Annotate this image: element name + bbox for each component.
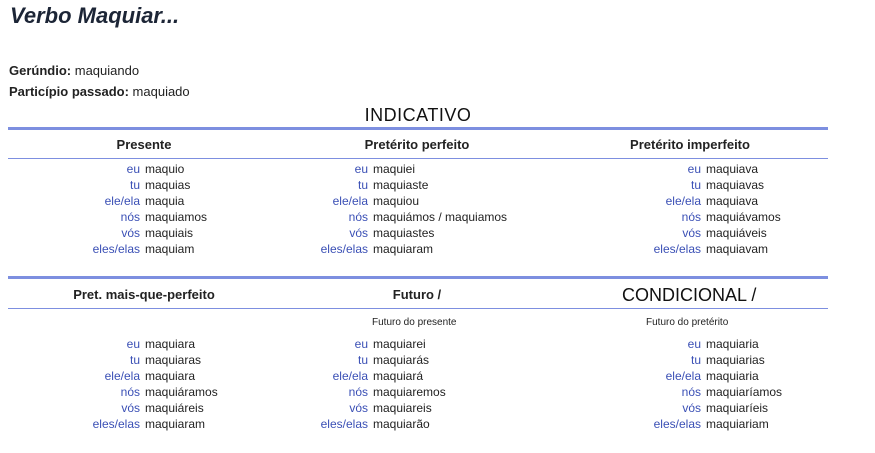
conjugation-row: [60, 161, 207, 177]
pronoun-label: vós: [682, 401, 701, 415]
pronoun-label: vós: [121, 401, 140, 415]
verb-form: maquiavam: [706, 242, 769, 256]
pronoun-label: eles/elas: [320, 242, 368, 256]
verb-form: maquiamos: [145, 210, 208, 224]
conjugation-row: [288, 352, 446, 368]
verb-form: maquiam: [145, 242, 195, 256]
condicional-table: [621, 336, 782, 432]
verb-form: maquiarias: [706, 353, 765, 367]
presente-table: [60, 161, 207, 257]
pronoun-label: eu: [354, 162, 368, 176]
conjugation-row: [60, 225, 207, 241]
pronoun-label: ele/ela: [332, 369, 368, 383]
conjugation-row: [621, 241, 781, 257]
verb-form: maquiastes: [373, 226, 435, 240]
verb-form: maquiavas: [706, 178, 765, 192]
verb-form: maquiaram: [145, 417, 206, 431]
verb-form: maquiaras: [145, 353, 202, 367]
pronoun-label: vós: [349, 401, 368, 415]
pronoun-label: nós: [120, 385, 140, 399]
conjugation-row: [288, 384, 446, 400]
conjugation-row: [60, 336, 218, 352]
mais-que-perfeito-heading: Pret. mais-que-perfeito: [73, 287, 215, 302]
page-title: Verbo Maquiar...: [10, 3, 180, 28]
pronoun-label: ele/ela: [104, 369, 140, 383]
pronoun-label: nós: [681, 210, 701, 224]
futuro-table: [288, 336, 446, 432]
verb-form: maquiará: [373, 369, 424, 383]
pronoun-label: tu: [690, 178, 701, 192]
pronoun-label: eu: [126, 337, 140, 351]
conjugation-row: [288, 368, 446, 384]
conjugation-row: [621, 336, 782, 352]
conjugation-row: [60, 400, 218, 416]
verb-form: maquiaste: [373, 178, 429, 192]
participio-value: maquiado: [132, 84, 190, 99]
conjugation-row: [288, 400, 446, 416]
conjugation-row: [621, 384, 782, 400]
verb-form: maquiarei: [373, 337, 426, 351]
conjugation-row: [288, 209, 507, 225]
preterito-perfeito-heading: Pretérito perfeito: [364, 137, 470, 152]
pronoun-label: eu: [687, 162, 701, 176]
pronoun-label: tu: [690, 353, 701, 367]
pronoun-label: vós: [349, 226, 368, 240]
presente-heading: Presente: [116, 137, 172, 152]
conjugation-row: [288, 193, 507, 209]
conjugation-row: [60, 177, 207, 193]
conjugation-row: [288, 336, 446, 352]
conjugation-row: [621, 209, 781, 225]
verb-form: maquiaríeis: [706, 401, 769, 415]
pronoun-label: tu: [129, 353, 140, 367]
futuro-subheading: Futuro do presente: [372, 317, 457, 328]
futuro-heading: Futuro /: [392, 287, 442, 302]
conjugation-row: [621, 352, 782, 368]
pronoun-label: nós: [120, 210, 140, 224]
verb-form: maquiou: [373, 194, 420, 208]
conjugation-row: [60, 241, 207, 257]
mais-que-perfeito-table: [60, 336, 218, 432]
pronoun-label: tu: [129, 178, 140, 192]
verb-form: maquio: [145, 162, 185, 176]
verb-form: maquiarão: [373, 417, 430, 431]
pronoun-label: eles/elas: [320, 417, 368, 431]
participio-line: [9, 84, 190, 100]
conjugation-row: [60, 193, 207, 209]
pronoun-label: eu: [126, 162, 140, 176]
conjugation-row: [621, 225, 781, 241]
condicional-heading: CONDICIONAL /: [622, 285, 757, 305]
conjugation-row: [288, 177, 507, 193]
conjugation-row: [288, 225, 507, 241]
verb-form: maquias: [145, 178, 191, 192]
section-divider-thin: [8, 158, 828, 159]
conjugation-row: [60, 368, 218, 384]
verb-form: maquiariam: [706, 417, 769, 431]
pronoun-label: eles/elas: [92, 242, 140, 256]
pronoun-label: vós: [121, 226, 140, 240]
pronoun-label: nós: [681, 385, 701, 399]
pronoun-label: tu: [357, 178, 368, 192]
condicional-subheading: Futuro do pretérito: [646, 317, 729, 328]
conjugation-row: [60, 352, 218, 368]
conjugation-row: [621, 416, 782, 432]
section-divider-thin: [8, 308, 828, 309]
verb-form: maquia: [145, 194, 185, 208]
pronoun-label: eles/elas: [92, 417, 140, 431]
verb-form: maquiaria: [706, 337, 759, 351]
pronoun-label: vós: [682, 226, 701, 240]
conjugation-row: [621, 193, 781, 209]
pronoun-label: ele/ela: [104, 194, 140, 208]
pronoun-label: ele/ela: [332, 194, 368, 208]
verb-form: maquiávamos: [706, 210, 781, 224]
verb-form: maquiáramos: [145, 385, 218, 399]
verb-form: maquiara: [145, 337, 196, 351]
conjugation-row: [60, 209, 207, 225]
gerundio-line: [9, 63, 139, 79]
verb-form: maquiara: [145, 369, 196, 383]
verb-form: maquiarás: [373, 353, 430, 367]
verb-form: maquiaremos: [373, 385, 446, 399]
indicativo-heading: INDICATIVO: [364, 105, 472, 125]
verb-form: maquiaríamos: [706, 385, 783, 399]
section-divider-thick: [8, 276, 828, 279]
verb-form: maquiei: [373, 162, 416, 176]
conjugation-row: [621, 177, 781, 193]
pronoun-label: ele/ela: [665, 369, 701, 383]
conjugation-row: [621, 161, 781, 177]
pronoun-label: ele/ela: [665, 194, 701, 208]
pronoun-label: tu: [357, 353, 368, 367]
gerundio-label: Gerúndio:: [9, 63, 72, 78]
verb-form: maquiais: [145, 226, 194, 240]
pronoun-label: eu: [687, 337, 701, 351]
conjugation-row: [288, 241, 507, 257]
verb-form: maquiava: [706, 162, 759, 176]
verb-form: maquiáveis: [706, 226, 767, 240]
preterito-perfeito-table: [288, 161, 507, 257]
verb-form: maquiáreis: [145, 401, 204, 415]
pronoun-label: nós: [348, 385, 368, 399]
section-divider-thick: [8, 127, 828, 130]
pronoun-label: nós: [348, 210, 368, 224]
conjugation-row: [60, 384, 218, 400]
preterito-imperfeito-heading: Pretérito imperfeito: [630, 137, 750, 152]
conjugation-row: [288, 161, 507, 177]
pronoun-label: eles/elas: [653, 242, 701, 256]
participio-label: Particípio passado:: [9, 84, 129, 99]
conjugation-row: [621, 368, 782, 384]
verb-form: maquiámos / maquiamos: [373, 210, 508, 224]
verb-form: maquiareis: [373, 401, 432, 415]
conjugation-row: [288, 416, 446, 432]
verb-form: maquiaria: [706, 369, 759, 383]
verb-form: maquiava: [706, 194, 759, 208]
pronoun-label: eles/elas: [653, 417, 701, 431]
conjugation-row: [60, 416, 218, 432]
pronoun-label: eu: [354, 337, 368, 351]
conjugation-row: [621, 400, 782, 416]
preterito-imperfeito-table: [621, 161, 781, 257]
verb-form: maquiaram: [373, 242, 434, 256]
gerundio-value: maquiando: [74, 63, 140, 78]
